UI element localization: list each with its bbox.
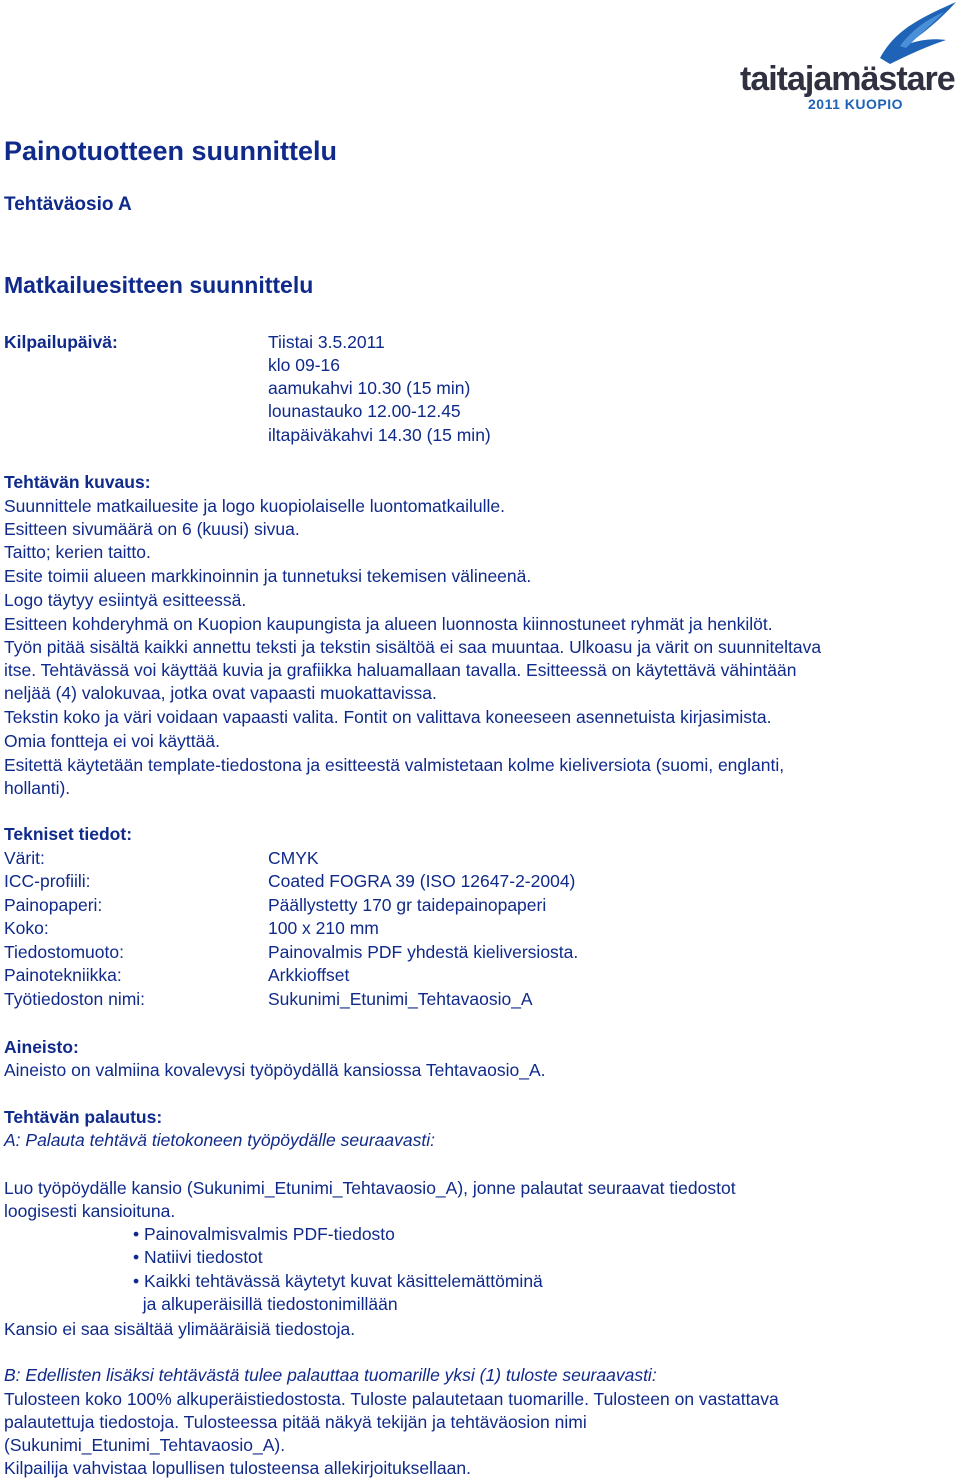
description-line: Työn pitää sisältä kaikki annettu teksti ja tekstin sisältöä ei saa muuntaa. Ulkoasu ja värit on suunniteltava — [4, 637, 822, 657]
spec-key: Tiedostomuoto: — [4, 942, 124, 962]
description-line: itse. Tehtävässä voi käyttää kuvia ja grafiikka haluamallaan tavalla. Esitteessä on käytettävä vähintään — [4, 660, 797, 680]
date-line: klo 09-16 — [268, 355, 340, 375]
specs-label: Tekniset tiedot: — [4, 824, 133, 844]
return-bullet: • Kaikki tehtävässä käytetyt kuvat käsittelemättöminä — [133, 1271, 543, 1291]
return-bullet: ja alkuperäisillä tiedostonimillään — [133, 1294, 398, 1314]
section-heading: Matkailuesitteen suunnittelu — [4, 272, 314, 298]
logo-brand-text: taitajamästare — [740, 60, 955, 98]
return-bullet: • Natiivi tiedostot — [133, 1247, 263, 1267]
description-line: Tekstin koko ja väri voidaan vapaasti valita. Fontit on valittava koneeseen asennetuista kirjasimista. — [4, 707, 772, 727]
return-a-heading: A: Palauta tehtävä tietokoneen työpöydälle seuraavasti: — [4, 1130, 435, 1150]
return-b-line: Kilpailija vahvistaa lopullisen tulosteensa allekirjoituksellaan. — [4, 1458, 471, 1478]
return-label: Tehtävän palautus: — [4, 1107, 163, 1127]
spec-key: Koko: — [4, 918, 49, 938]
return-b-heading: B: Edellisten lisäksi tehtävästä tulee palauttaa tuomarille yksi (1) tuloste seuraavasti: — [4, 1365, 657, 1385]
return-b-line: (Sukunimi_Etunimi_Tehtavaosio_A). — [4, 1435, 286, 1455]
spec-key: Värit: — [4, 848, 45, 868]
spec-value: Arkkioffset — [268, 965, 350, 985]
material-text: Aineisto on valmiina kovalevysi työpöydällä kansiossa Tehtavaosio_A. — [4, 1060, 546, 1080]
description-line: neljää (4) valokuvaa, jotka ovat vapaasti muokattavissa. — [4, 683, 437, 703]
description-line: Logo täytyy esiintyä esitteessä. — [4, 590, 247, 610]
material-label: Aineisto: — [4, 1037, 79, 1057]
return-a-footer: Kansio ei saa sisältää ylimääräisiä tiedostoja. — [4, 1319, 356, 1339]
description-line: Esite toimii alueen markkinoinnin ja tunnetuksi tekemisen välineenä. — [4, 566, 532, 586]
description-line: Suunnittele matkailuesite ja logo kuopiolaiselle luontomatkailulle. — [4, 496, 505, 516]
return-a-line: loogisesti kansioituna. — [4, 1201, 176, 1221]
description-line: Omia fontteja ei voi käyttää. — [4, 731, 220, 751]
description-line: hollanti). — [4, 778, 71, 798]
return-a-line: Luo työpöydälle kansio (Sukunimi_Etunimi_Tehtavaosio_A), jonne palautat seuraavat tiedostot — [4, 1178, 736, 1198]
date-line: Tiistai 3.5.2011 — [268, 332, 385, 352]
description-line: Esitteen sivumäärä on 6 (kuusi) sivua. — [4, 519, 300, 539]
logo-subtext: 2011 KUOPIO — [808, 96, 903, 112]
event-logo — [736, 0, 960, 115]
spec-value: 100 x 210 mm — [268, 918, 379, 938]
page-title: Painotuotteen suunnittelu — [4, 136, 337, 166]
date-line: aamukahvi 10.30 (15 min) — [268, 378, 471, 398]
date-label: Kilpailupäivä: — [4, 332, 118, 352]
spec-value: Päällystetty 170 gr taidepainopaperi — [268, 895, 547, 915]
spec-value: CMYK — [268, 848, 319, 868]
description-line: Taitto; kerien taitto. — [4, 542, 151, 562]
page-subtitle: Tehtäväosio A — [4, 194, 132, 215]
spec-key: ICC-profiili: — [4, 871, 91, 891]
spec-value: Painovalmis PDF yhdestä kieliversiosta. — [268, 942, 579, 962]
spec-key: Painotekniikka: — [4, 965, 122, 985]
spec-key: Painopaperi: — [4, 895, 103, 915]
return-b-line: Tulosteen koko 100% alkuperäistiedostosta. Tuloste palautetaan tuomarille. Tulosteen on vastattava — [4, 1389, 779, 1409]
return-bullet: • Painovalmisvalmis PDF-tiedosto — [133, 1224, 395, 1244]
date-line: lounastauko 12.00-12.45 — [268, 401, 461, 421]
spec-key: Työtiedoston nimi: — [4, 989, 146, 1009]
date-line: iltapäiväkahvi 14.30 (15 min) — [268, 425, 491, 445]
description-line: Esitettä käytetään template-tiedostona ja esitteestä valmistetaan kolme kieliversiota (suomi, englanti, — [4, 755, 785, 775]
spec-value: Sukunimi_Etunimi_Tehtavaosio_A — [268, 989, 533, 1009]
return-b-line: palautettuja tiedostoja. Tulosteessa pitää näkyä tekijän ja tehtäväosion nimi — [4, 1412, 587, 1432]
description-line: Esitteen kohderyhmä on Kuopion kaupungista ja alueen luonnosta kiinnostuneet ryhmät ja henkilöt. — [4, 614, 773, 634]
description-label: Tehtävän kuvaus: — [4, 472, 151, 492]
spec-value: Coated FOGRA 39 (ISO 12647-2-2004) — [268, 871, 576, 891]
